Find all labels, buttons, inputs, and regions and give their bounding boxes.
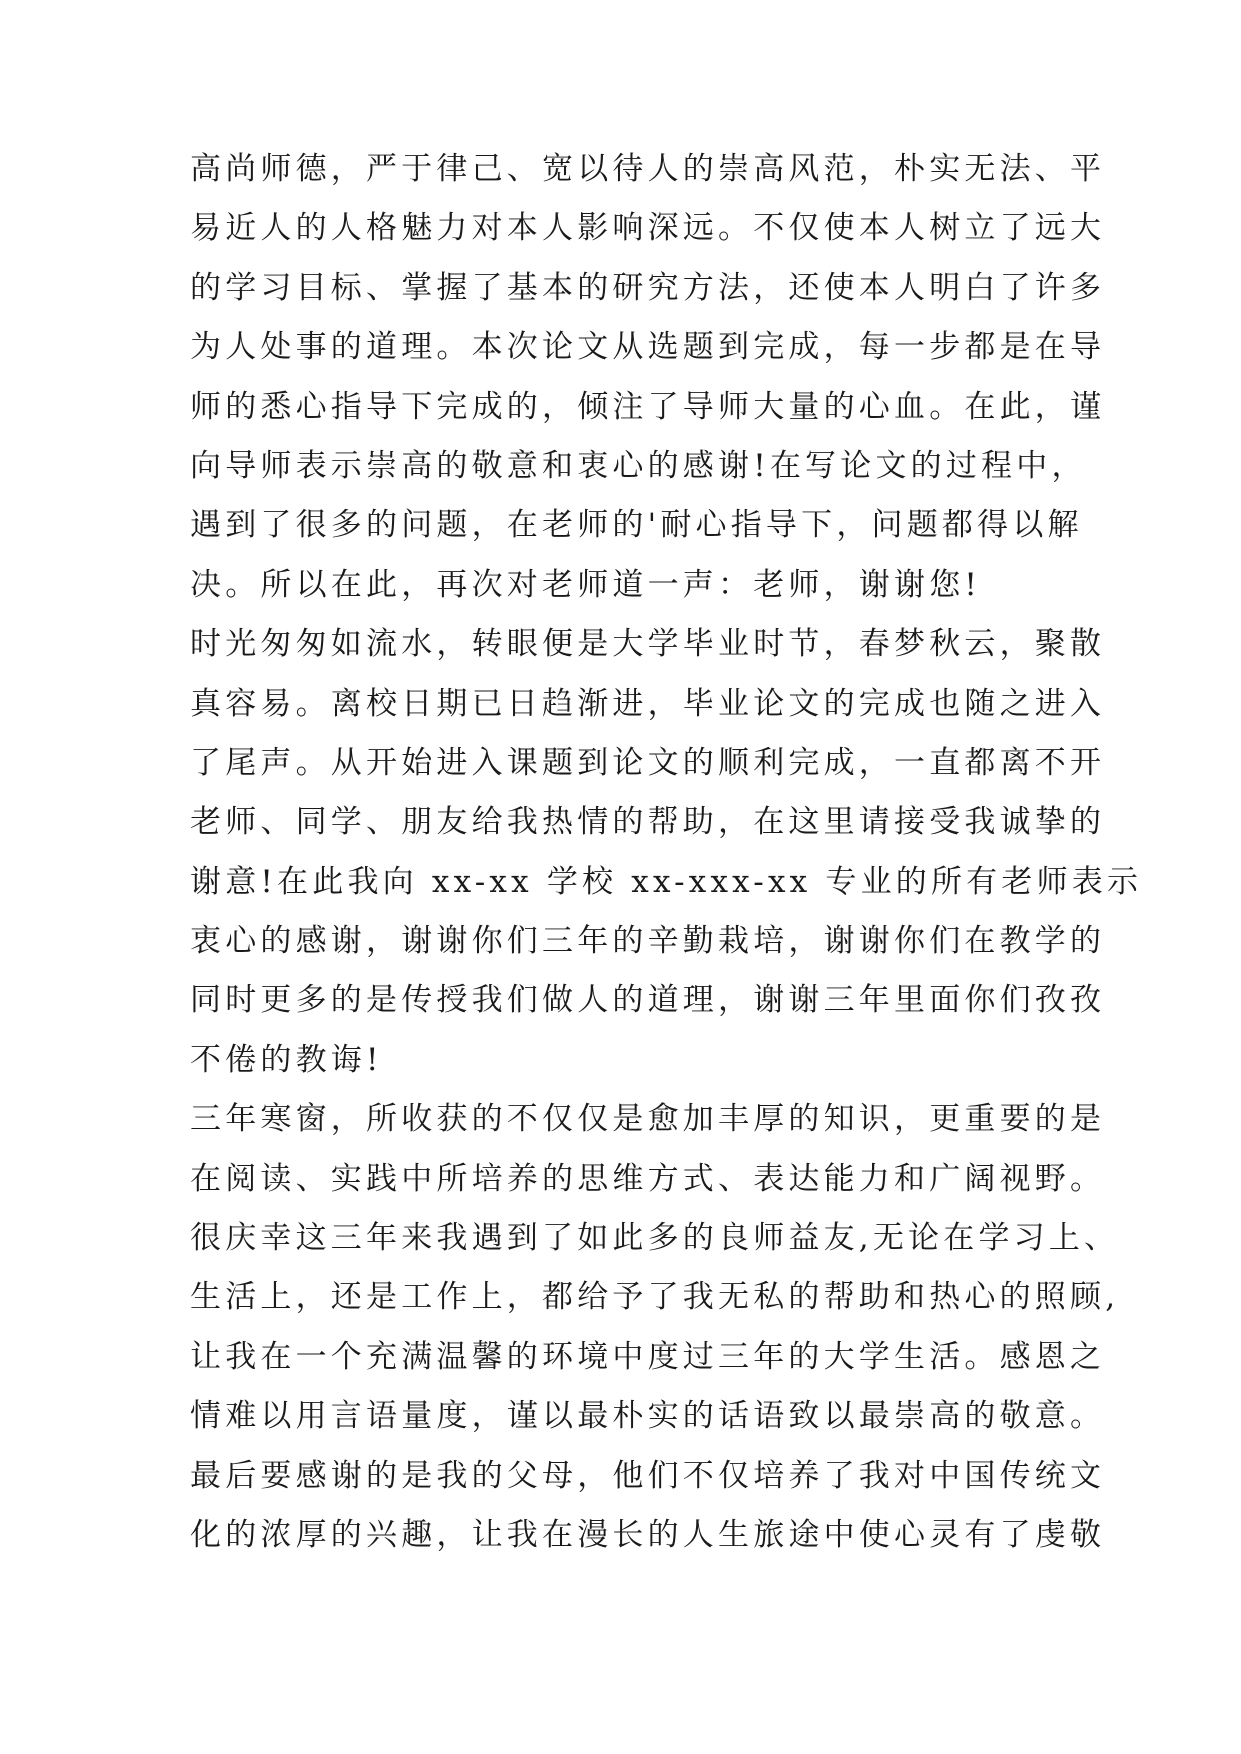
text-line: 的学习目标、掌握了基本的研究方法，还使本人明白了许多 bbox=[190, 269, 1106, 306]
text-line: 师的悉心指导下完成的，倾注了导师大量的心血。在此，谨 bbox=[190, 388, 1106, 425]
text-line: 高尚师德，严于律己、宽以待人的崇高风范，朴实无法、平 bbox=[190, 151, 1106, 187]
text-line: 真容易。离校日期已日趋渐进，毕业论文的完成也随之进入 bbox=[190, 685, 1106, 722]
body-text bbox=[190, 140, 1143, 1565]
text-line: 老师、同学、朋友给我热情的帮助，在这里请接受我诚挚的 bbox=[190, 804, 1106, 841]
text-line: 生活上，还是工作上，都给予了我无私的帮助和热心的照顾, bbox=[190, 1279, 1120, 1316]
text-line: 了尾声。从开始进入课题到论文的顺利完成，一直都离不开 bbox=[190, 744, 1106, 781]
text-line: 为人处事的道理。本次论文从选题到完成，每一步都是在导 bbox=[190, 329, 1106, 366]
text-line: 不倦的教诲! bbox=[190, 1041, 383, 1078]
text-line: 易近人的人格魅力对本人影响深远。不仅使本人树立了远大 bbox=[190, 210, 1106, 247]
text-line: 最后要感谢的是我的父母，他们不仅培养了我对中国传统文 bbox=[190, 1457, 1106, 1494]
text-line: 决。所以在此，再次对老师道一声：老师，谢谢您! bbox=[190, 566, 982, 603]
text-line: 同时更多的是传授我们做人的道理，谢谢三年里面你们孜孜 bbox=[190, 982, 1106, 1019]
text-line: 三年寒窗，所收获的不仅仅是愈加丰厚的知识，更重要的是 bbox=[190, 1101, 1106, 1138]
text-line: 向导师表示崇高的敬意和衷心的感谢!在写论文的过程中， bbox=[190, 447, 1087, 484]
text-line: 谢意!在此我向 xx-xx 学校 xx-xxx-xx 专业的所有老师表示 bbox=[190, 863, 1143, 900]
text-line: 让我在一个充满温馨的环境中度过三年的大学生活。感恩之 bbox=[190, 1338, 1106, 1375]
text-line: 在阅读、实践中所培养的思维方式、表达能力和广阔视野。 bbox=[190, 1160, 1106, 1197]
text-line: 很庆幸这三年来我遇到了如此多的良师益友,无论在学习上、 bbox=[190, 1220, 1120, 1257]
text-line: 遇到了很多的问题，在老师的'耐心指导下，问题都得以解 bbox=[190, 507, 1083, 544]
text-line: 化的浓厚的兴趣，让我在漫长的人生旅途中使心灵有了虔敬 bbox=[190, 1516, 1106, 1553]
text-line: 衷心的感谢，谢谢你们三年的辛勤栽培，谢谢你们在教学的 bbox=[190, 923, 1106, 960]
text-line: 时光匆匆如流水，转眼便是大学毕业时节，春梦秋云，聚散 bbox=[190, 626, 1106, 663]
text-line: 情难以用言语量度，谨以最朴实的话语致以最崇高的敬意。 bbox=[190, 1398, 1106, 1435]
